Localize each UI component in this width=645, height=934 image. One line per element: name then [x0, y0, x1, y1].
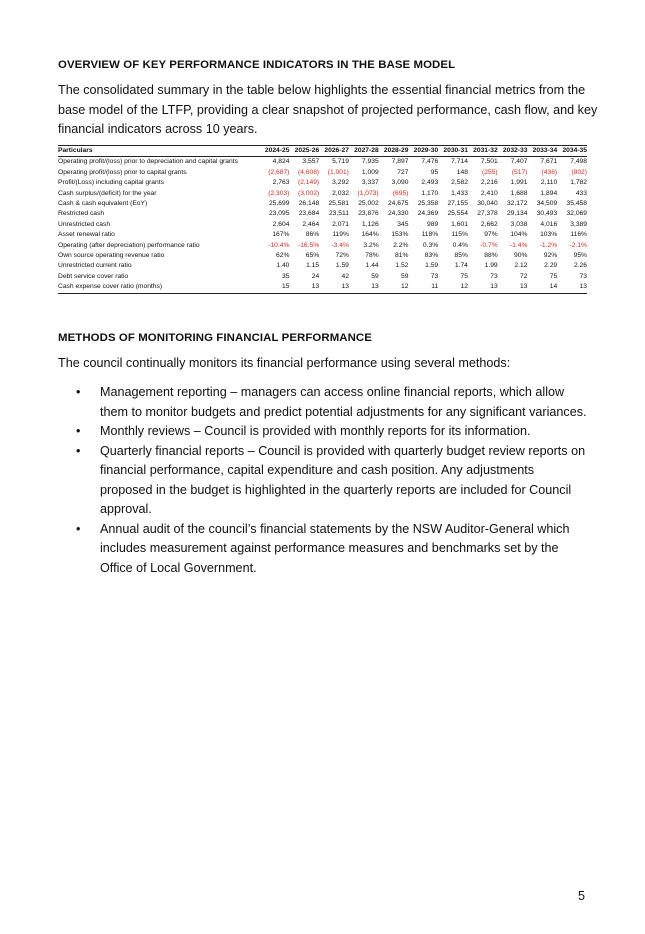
table-cell: 72% [335, 252, 349, 260]
page-number: 5 [578, 889, 586, 903]
table-cell: 23,876 [358, 210, 379, 218]
table-cell: -0.7% [480, 241, 498, 249]
table-cell: 26,148 [298, 200, 320, 208]
table-cell: 25,002 [358, 200, 379, 208]
table-cell: 2.2% [393, 241, 409, 249]
row-label: Profit/(Loss) including capital grants [58, 179, 164, 187]
table-cell: 73 [430, 272, 439, 280]
table-cell: 1.59 [425, 262, 439, 270]
table-cell: 2,032 [332, 189, 349, 197]
kpi-intro-paragraph: The consolidated summary in the table below highlights the essential financial metrics from the base model of the LTFP, providing a clear snapshot of projected performance, cash flow, and key financial indicators across 10 years. [58, 83, 598, 136]
table-cell: (436) [541, 168, 558, 176]
table-cell: 1.59 [335, 262, 349, 270]
table-cell: 13 [490, 283, 498, 291]
table-cell: 164% [361, 231, 379, 239]
table-cell: 727 [397, 168, 409, 176]
header-year: 2034-35 [562, 147, 587, 154]
table-cell: 24,675 [387, 200, 409, 208]
table-cell: 85% [454, 252, 468, 260]
header-year: 2026-27 [324, 147, 349, 154]
table-cell: 2.26 [573, 262, 587, 270]
table-cell: 433 [575, 189, 587, 197]
table-cell: 24,330 [387, 210, 409, 218]
table-cell: 7,476 [421, 158, 439, 166]
bullet-icon: • [76, 443, 81, 458]
table-row [58, 282, 587, 293]
table-cell: 2,493 [421, 179, 439, 187]
table-cell: 2.12 [514, 262, 528, 270]
table-cell: 59 [400, 272, 409, 280]
table-cell: 3,038 [510, 220, 528, 228]
table-cell: 7,671 [540, 158, 558, 166]
row-label: Cash surplus/(deficit) for the year [58, 189, 157, 197]
list-item-text: Management reporting – managers can access online financial reports, which allow them to monitor budgets and predict potential adjustments for any significant variances. [100, 385, 587, 419]
list-item [58, 520, 588, 579]
table-cell: 2,216 [480, 179, 498, 187]
table-cell: 30,040 [477, 200, 498, 208]
table-cell: 1.52 [395, 262, 409, 270]
table-cell: 97% [484, 231, 498, 239]
table-cell: 27,378 [477, 210, 498, 218]
table-cell: (3,002) [297, 189, 320, 197]
row-label: Asset renewal ratio [58, 231, 115, 239]
table-cell: 1.40 [276, 262, 290, 270]
table-cell: 119% [332, 231, 349, 239]
table-cell: 11 [431, 283, 439, 291]
kpi-section-heading: OVERVIEW OF KEY PERFORMANCE INDICATORS IN THE BASE MODEL [58, 59, 456, 71]
list-item [58, 442, 588, 520]
row-label: Debt service cover ratio [58, 272, 129, 280]
table-cell: 83% [424, 252, 439, 260]
row-label: Restricted cash [58, 210, 105, 218]
table-cell: -16.5% [297, 241, 320, 249]
header-year: 2031-32 [473, 147, 498, 154]
table-cell: 34,509 [536, 200, 558, 208]
table-cell: 1,991 [510, 179, 528, 187]
table-cell: -2.1% [569, 241, 587, 249]
header-year: 2028-29 [383, 147, 409, 154]
table-cell: 4,824 [272, 158, 290, 166]
table-cell: 12 [460, 283, 468, 291]
table-cell: 23,511 [328, 210, 349, 218]
table-cell: 3,557 [302, 158, 320, 166]
table-cell: 1,170 [421, 189, 439, 197]
table-cell: 42 [341, 272, 349, 280]
table-row [58, 209, 587, 219]
table-cell: 65% [305, 252, 320, 260]
bullet-icon: • [76, 385, 81, 399]
row-label: Cash expense cover ratio (months) [58, 283, 163, 291]
table-row [58, 220, 587, 230]
table-cell: 25,554 [447, 210, 468, 218]
table-cell: 75 [460, 272, 468, 280]
table-cell: (802) [571, 168, 587, 176]
header-year: 2025-26 [294, 147, 320, 154]
table-cell: 1,688 [510, 189, 528, 197]
table-cell: 88% [484, 252, 498, 260]
list-item [58, 422, 588, 442]
table-cell: (2,149) [297, 179, 320, 187]
table-cell: 4,016 [540, 220, 558, 228]
table-cell: 103% [540, 231, 558, 239]
header-year: 2032-33 [502, 147, 528, 154]
row-label: Own source operating revenue ratio [58, 252, 165, 260]
table-cell: 13 [371, 283, 379, 291]
table-cell: 115% [451, 231, 468, 239]
table-cell: 2,662 [480, 220, 498, 228]
table-cell: 23,684 [298, 210, 320, 218]
table-cell: -10.4% [268, 241, 290, 249]
table-cell: 29,134 [506, 210, 528, 218]
monitoring-section-heading: METHODS OF MONITORING FINANCIAL PERFORMANCE [58, 332, 372, 344]
list-item-text: Quarterly financial reports – Council is provided with quarterly budget review reports on financial performance, capital expenditure and cash position. Any adjustments proposed in the budget is highlighted in the quarterly reports are included for Council approval. [100, 443, 586, 516]
table-cell: 3.2% [363, 241, 379, 249]
table-cell: 81% [395, 252, 409, 260]
table-cell: 25,699 [268, 200, 290, 208]
table-cell: 104% [510, 231, 528, 239]
table-cell: 7,498 [570, 158, 587, 166]
table-cell: -1.2% [539, 241, 558, 249]
table-cell: 73 [490, 272, 498, 280]
table-cell: 95 [430, 168, 439, 176]
table-cell: (4,608) [297, 168, 320, 176]
table-cell: 1,009 [361, 168, 379, 176]
table-cell: 0.4% [452, 241, 468, 249]
table-cell: 32,172 [506, 200, 528, 208]
table-cell: 1.74 [454, 262, 468, 270]
table-row [58, 178, 587, 188]
table-cell: 27,155 [447, 200, 468, 208]
table-cell: 1.99 [484, 262, 498, 270]
header-year: 2029-30 [413, 147, 439, 154]
table-cell: 72 [519, 272, 528, 280]
table-row [58, 168, 587, 178]
kpi-table-header-row [58, 146, 587, 157]
table-cell: 3,090 [391, 179, 409, 187]
table-cell: 1,433 [451, 189, 468, 197]
table-cell: 1,782 [570, 179, 587, 187]
table-cell: 1,601 [451, 220, 468, 228]
table-row [58, 272, 587, 282]
table-cell: 7,714 [451, 158, 468, 166]
table-cell: 73 [579, 272, 587, 280]
table-cell: 3,337 [361, 179, 379, 187]
table-cell: 15 [281, 283, 290, 291]
table-cell: 86% [305, 231, 320, 239]
header-year: 2033-34 [532, 147, 558, 154]
table-cell: 24,369 [417, 210, 439, 218]
table-cell: 24 [311, 272, 320, 280]
table-row [58, 241, 587, 251]
table-cell: 35 [281, 272, 290, 280]
table-cell: 7,897 [391, 158, 409, 166]
table-cell: 1.44 [365, 262, 379, 270]
table-cell: 7,407 [510, 158, 528, 166]
bullet-icon: • [76, 424, 81, 438]
monitoring-intro: The council continually monitors its financial performance using several methods: [58, 356, 511, 370]
row-label: Cash & cash equivalent (EoY) [58, 200, 148, 208]
table-cell: 25,581 [328, 200, 349, 208]
table-cell: 95% [573, 252, 587, 260]
table-cell: -3.4% [331, 241, 349, 249]
table-row [58, 261, 587, 271]
table-cell: 2,110 [540, 179, 558, 187]
table-cell: 7,935 [361, 158, 379, 166]
row-label: Unrestricted current ratio [58, 262, 132, 270]
table-cell: 148 [456, 168, 468, 176]
monitoring-methods-list [58, 383, 588, 578]
table-cell: 2.29 [544, 262, 558, 270]
table-cell: 5,719 [332, 158, 349, 166]
table-cell: 0.3% [422, 241, 439, 249]
kpi-table [58, 145, 587, 294]
header-particulars: Particulars [58, 147, 93, 154]
table-cell: 2,582 [451, 179, 468, 187]
table-cell: 35,458 [566, 200, 587, 208]
header-year: 2030-31 [443, 147, 468, 154]
table-cell: 167% [272, 231, 290, 239]
table-cell: 1,894 [540, 189, 558, 197]
table-cell: 78% [365, 252, 379, 260]
table-cell: 3,389 [570, 220, 587, 228]
table-cell: (695) [392, 189, 409, 197]
table-cell: 13 [341, 283, 349, 291]
table-cell: 1.15 [306, 262, 320, 270]
table-cell: 75 [549, 272, 558, 280]
list-item-text: Annual audit of the council’s financial statements by the NSW Auditor-General which includes measurement against performance measures and benchmarks set by the Office of Local Government. [100, 521, 570, 575]
table-cell: 13 [579, 283, 587, 291]
table-cell: 345 [397, 220, 409, 228]
table-cell: 90% [514, 252, 528, 260]
table-cell: 30,493 [536, 210, 558, 218]
table-cell: 3,292 [332, 179, 349, 187]
row-label: Unrestricted cash [58, 220, 111, 228]
table-cell: 92% [543, 252, 558, 260]
table-cell: 116% [570, 231, 587, 239]
table-cell: (2,687) [268, 168, 290, 176]
table-cell: 1,126 [361, 220, 379, 228]
row-label: Operating (after depreciation) performance ratio [58, 241, 200, 249]
table-cell: 7,501 [480, 158, 498, 166]
table-cell: 2,604 [272, 220, 290, 228]
table-cell: 153% [391, 231, 409, 239]
table-cell: 989 [427, 220, 439, 228]
table-cell: (1,001) [327, 168, 349, 176]
row-label: Operating profit/(loss) prior to depreciation and capital grants [58, 158, 238, 166]
table-cell: 2,464 [302, 220, 320, 228]
table-cell: -1.4% [509, 241, 528, 249]
table-cell: 13 [311, 283, 320, 291]
header-year: 2024-25 [264, 147, 290, 154]
bullet-icon: • [76, 521, 81, 536]
table-row [58, 251, 587, 261]
row-label: Operating profit/(loss) prior to capital grants [58, 168, 187, 176]
table-cell: (1,073) [357, 189, 379, 197]
table-cell: 32,069 [566, 210, 587, 218]
table-row [58, 157, 587, 168]
table-cell: 2,763 [272, 179, 290, 187]
table-cell: 23,095 [268, 210, 290, 218]
table-row [58, 230, 587, 240]
table-cell: 62% [276, 252, 290, 260]
list-item [58, 383, 588, 422]
table-cell: 25,358 [417, 200, 439, 208]
header-year: 2027-28 [354, 147, 379, 154]
table-cell: 12 [400, 283, 409, 291]
kpi-table-body [58, 157, 587, 293]
table-row [58, 189, 587, 199]
table-cell: 118% [421, 231, 439, 239]
table-cell: (2,303) [268, 189, 290, 197]
table-row [58, 199, 587, 209]
table-cell: 59 [371, 272, 379, 280]
table-cell: 13 [519, 283, 528, 291]
table-cell: 2,410 [480, 189, 498, 197]
list-item-text: Monthly reviews – Council is provided with monthly reports for its information. [100, 424, 531, 438]
table-cell: 2,071 [332, 220, 349, 228]
table-cell: (255) [482, 168, 498, 176]
table-cell: (517) [511, 168, 528, 176]
table-cell: 14 [549, 283, 558, 291]
